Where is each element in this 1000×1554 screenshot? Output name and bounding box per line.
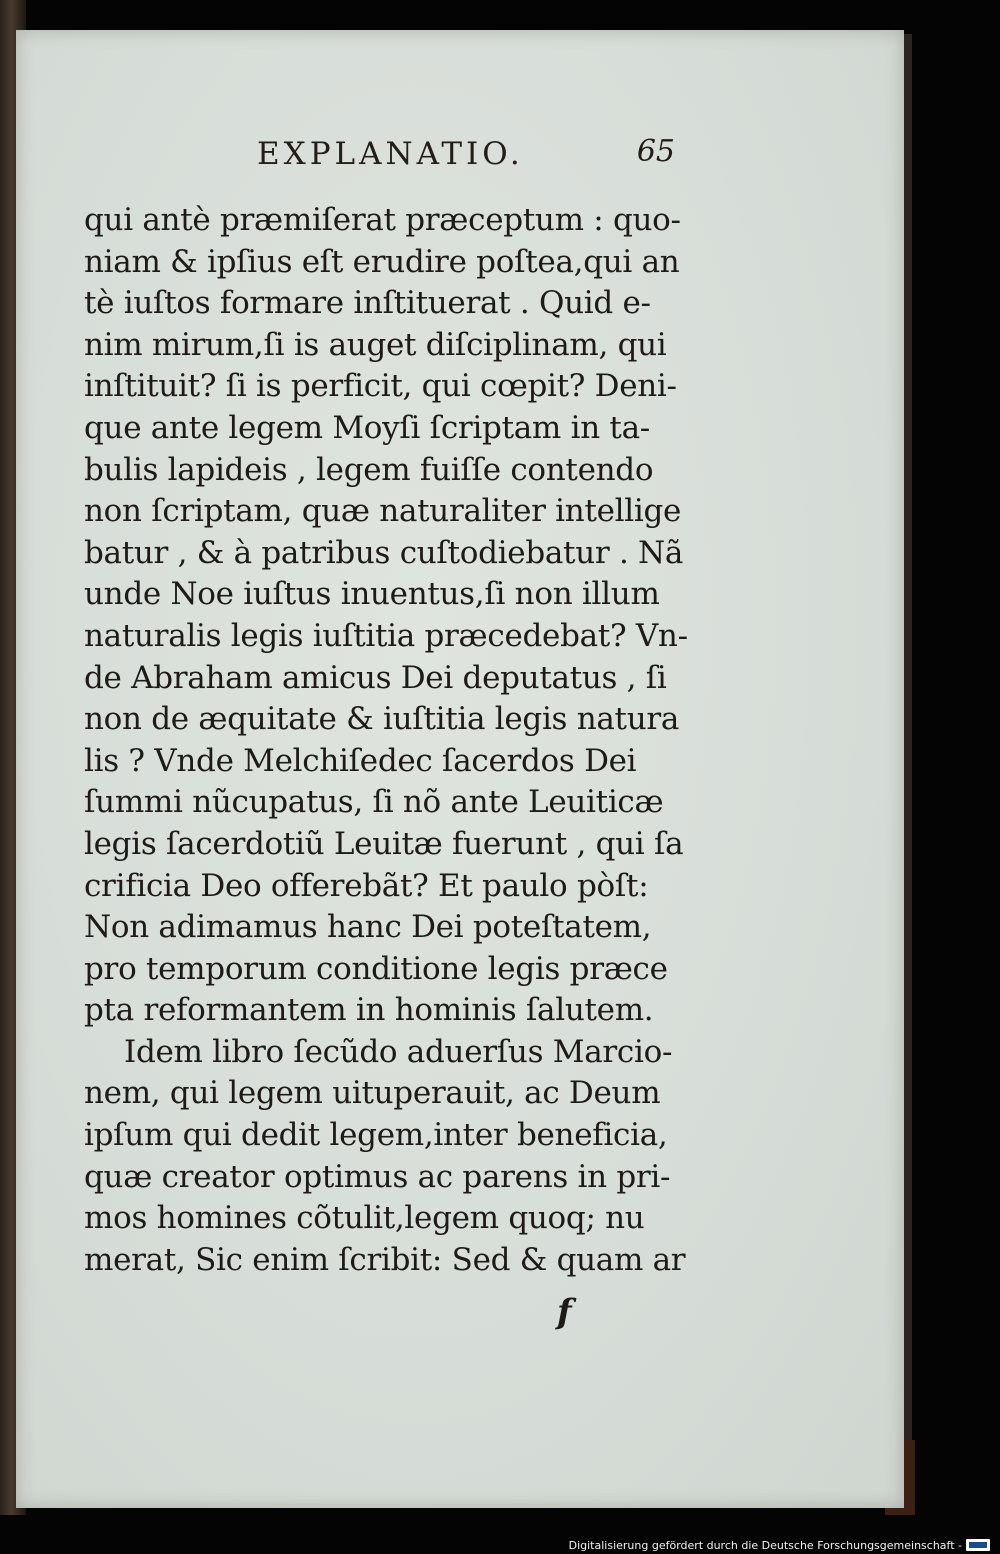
text-line: crificia Deo offerebãt? Et paulo pòſt: [84,867,649,904]
text-line: inſtituit? ſi is perficit, qui cœpit? Deni- [84,368,677,405]
text-line: tè iuſtos formare inſtituerat . Quid e- [84,285,651,322]
text-line: ſummi nũcupatus, ſi nõ ante Leuiticæ [84,784,664,821]
text-line: batur , & à patribus cuſtodiebatur . Nã [84,534,684,571]
text-line: Non adimamus hanc Dei poteſtatem, [84,909,652,946]
text-line: qui antè præmiſerat præceptum : quo- [84,202,681,238]
text-line: lis ? Vnde Melchiſedec ſacerdos Dei [84,742,637,779]
text-line: legis ſacerdotiũ Leuitæ fuerunt , qui ſa [84,825,684,862]
text-line: bulis lapideis , legem fuiſſe contendo [84,451,654,488]
text-line: pta reformantem in hominis ſalutem. [84,992,654,1029]
text-line: non de æquitate & iuſtitia legis natura [84,701,680,738]
page-header [241,132,681,180]
text-line: merat, Sic enim ſcribit: Sed & quam ar [84,1241,686,1278]
text-line: nim mirum,ſi is auget diſciplinam, qui [84,326,667,363]
text-line: pro temporum conditione legis præce [84,950,668,987]
text-line-paragraph-start: Idem libro ſecũdo aduerſus Marcio- [124,1033,673,1070]
text-line: ipſum qui dedit legem,inter beneficia, [84,1117,668,1154]
page-number: 65 [636,134,675,169]
running-head: EXPLANATIO. [257,136,524,172]
funding-text: Digitalisierung gefördert durch die Deutsche Forschungsgemeinschaft - [568,1538,962,1552]
text-line: niam & ipſius eſt erudire poſtea,qui an [84,243,680,280]
text-line: que ante legem Moyſi ſcriptam in ta- [84,409,650,446]
text-line: mos homines cõtulit,legem quoq; nu [84,1200,645,1237]
text-line: non ſcriptam, quæ naturaliter intellige [84,493,682,530]
text-line: unde Noe iuſtus inuentus,ſi non illum [84,576,660,613]
text-line: quæ creator optimus ac parens in pri- [84,1158,671,1195]
body-text [84,200,704,1281]
dfg-logo-icon [966,1539,990,1551]
signature-mark: f [557,1292,572,1332]
text-line: naturalis legis iuſtitia præcedebat? Vn- [84,617,688,654]
book-page [16,30,904,1508]
text-line: nem, qui legem uituperauit, ac Deum [84,1075,661,1112]
page-edge [904,34,912,1504]
funding-note [569,1537,990,1553]
text-line: de Abraham amicus Dei deputatus , ſi [84,659,667,696]
